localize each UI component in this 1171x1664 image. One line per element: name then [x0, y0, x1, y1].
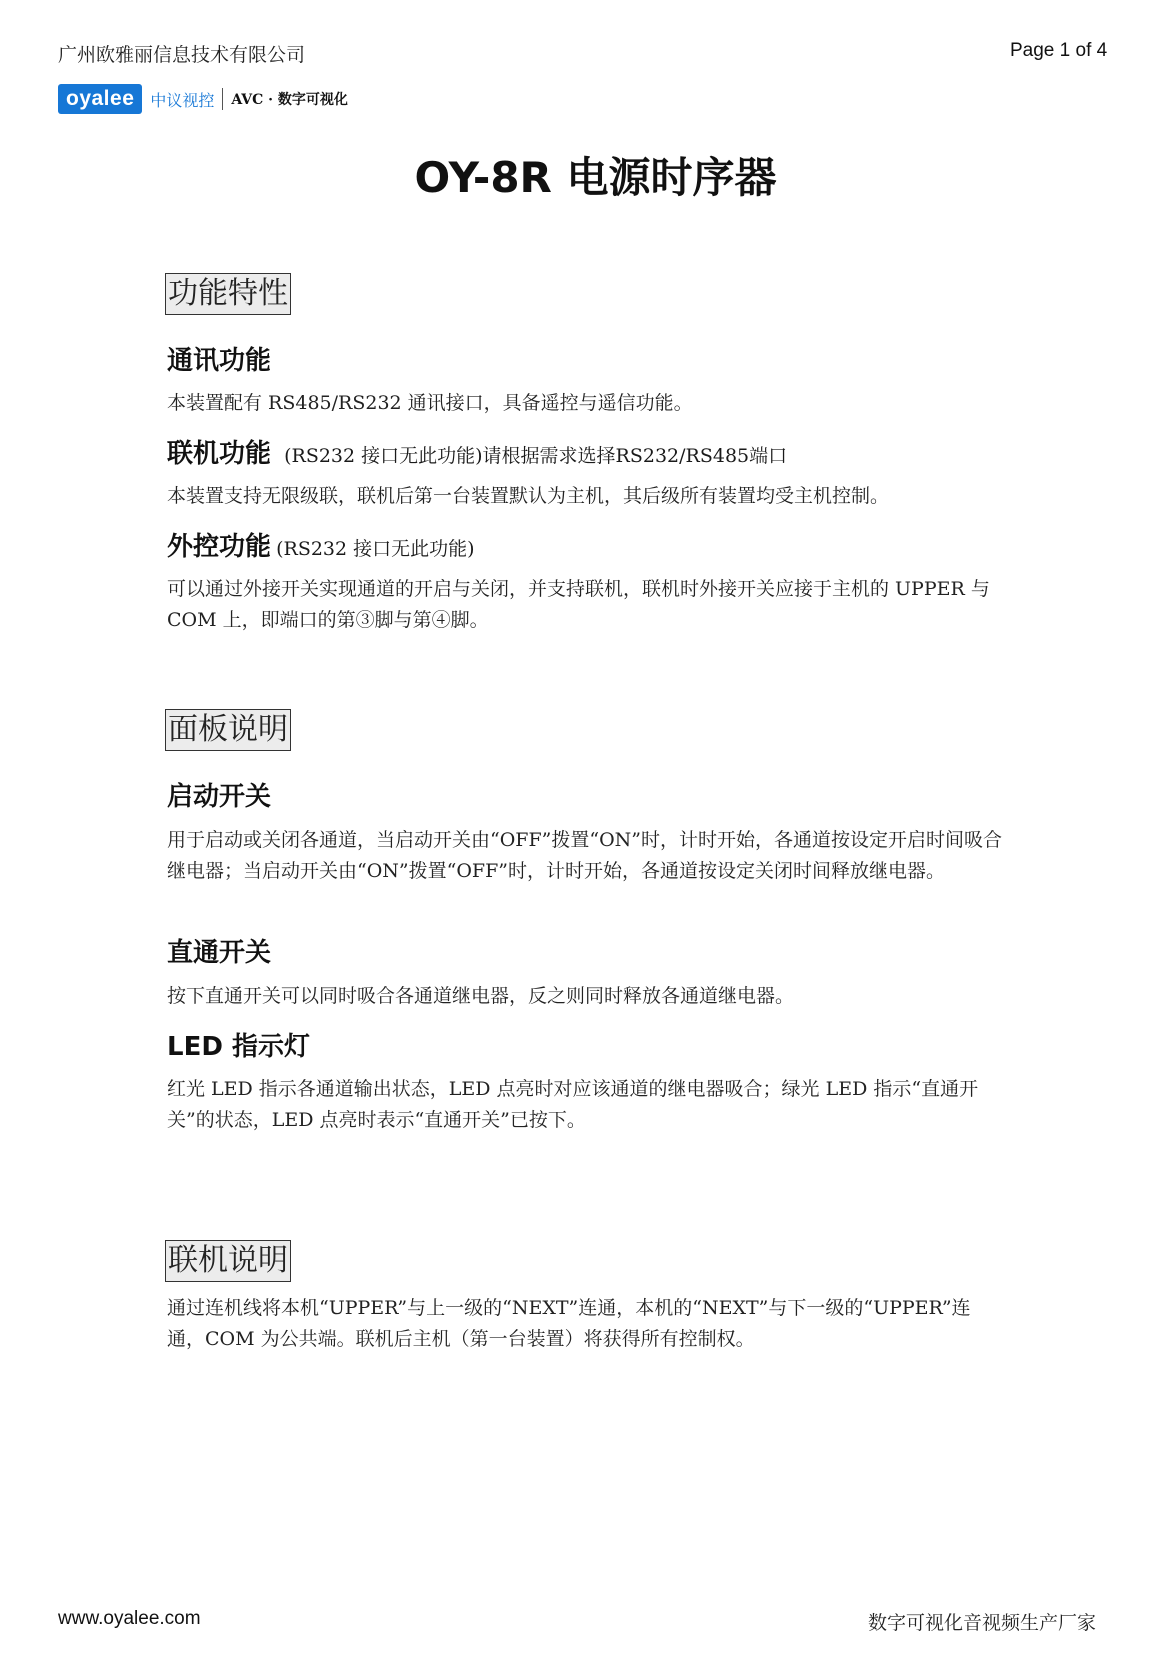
subheading-direct: 直通开关	[167, 938, 272, 968]
header-company: 广州欧雅丽信息技术有限公司	[58, 44, 306, 66]
subheading-link: 联机功能	[167, 439, 272, 469]
logo-brand: oyalee	[58, 84, 142, 114]
section-heading-features: 功能特性	[165, 273, 291, 315]
para-linking: 通过连机线将本机“UPPER”与上一级的“NEXT”连通，本机的“NEXT”与下一级的“UPPER”连通，COM 为公共端。联机后主机（第一台装置）将获得所有控制权。	[167, 1297, 971, 1350]
subheading-ext-row	[167, 526, 475, 563]
para-comm: 本装置配有 RS485/RS232 通讯接口，具备遥控与遥信功能。	[167, 392, 693, 414]
page-title: OY-8R 电源时序器	[414, 153, 777, 202]
logo-cn: 中议视控	[150, 90, 215, 110]
page-indicator: Page 1 of 4	[1010, 40, 1108, 61]
para-direct: 按下直通开关可以同时吸合各通道继电器，反之则同时释放各通道继电器。	[167, 985, 795, 1007]
brand-logo	[58, 84, 348, 114]
para-led: 红光 LED 指示各通道输出状态，LED 点亮时对应该通道的继电器吸合；绿光 LED 指示“直通开关”的状态，LED 点亮时表示“直通开关”已按下。	[167, 1078, 979, 1131]
section-heading-panel: 面板说明	[165, 709, 291, 751]
footer-url[interactable]: www.oyalee.com	[58, 1608, 201, 1629]
section-heading-linking: 联机说明	[165, 1240, 291, 1282]
subheading-comm: 通讯功能	[167, 346, 272, 376]
subheading-led: LED 指示灯	[167, 1032, 310, 1062]
logo-avc: AVC · 数字可视化	[231, 92, 348, 108]
subheading-start: 启动开关	[167, 782, 272, 812]
para-ext: 可以通过外接开关实现通道的开启与关闭，并支持联机，联机时外接开关应接于主机的 UPPER 与 COM 上，即端口的第③脚与第④脚。	[167, 578, 990, 631]
footer-tagline: 数字可视化音视频生产厂家	[868, 1612, 1097, 1634]
subheading-ext: 外控功能	[167, 532, 272, 562]
logo-divider	[222, 88, 223, 110]
note-link: (RS232 接口无此功能)请根据需求选择RS232/RS485端口	[284, 445, 788, 467]
note-ext: (RS232 接口无此功能)	[276, 538, 475, 560]
para-start: 用于启动或关闭各通道，当启动开关由“OFF”拨置“ON”时，计时开始，各通道按设定开启时间吸合继电器；当启动开关由“ON”拨置“OFF”时，计时开始，各通道按设定关闭时间释放继电器。	[167, 829, 1003, 882]
para-link: 本装置支持无限级联，联机后第一台装置默认为主机，其后级所有装置均受主机控制。	[167, 485, 890, 507]
subheading-link-row	[167, 433, 787, 470]
